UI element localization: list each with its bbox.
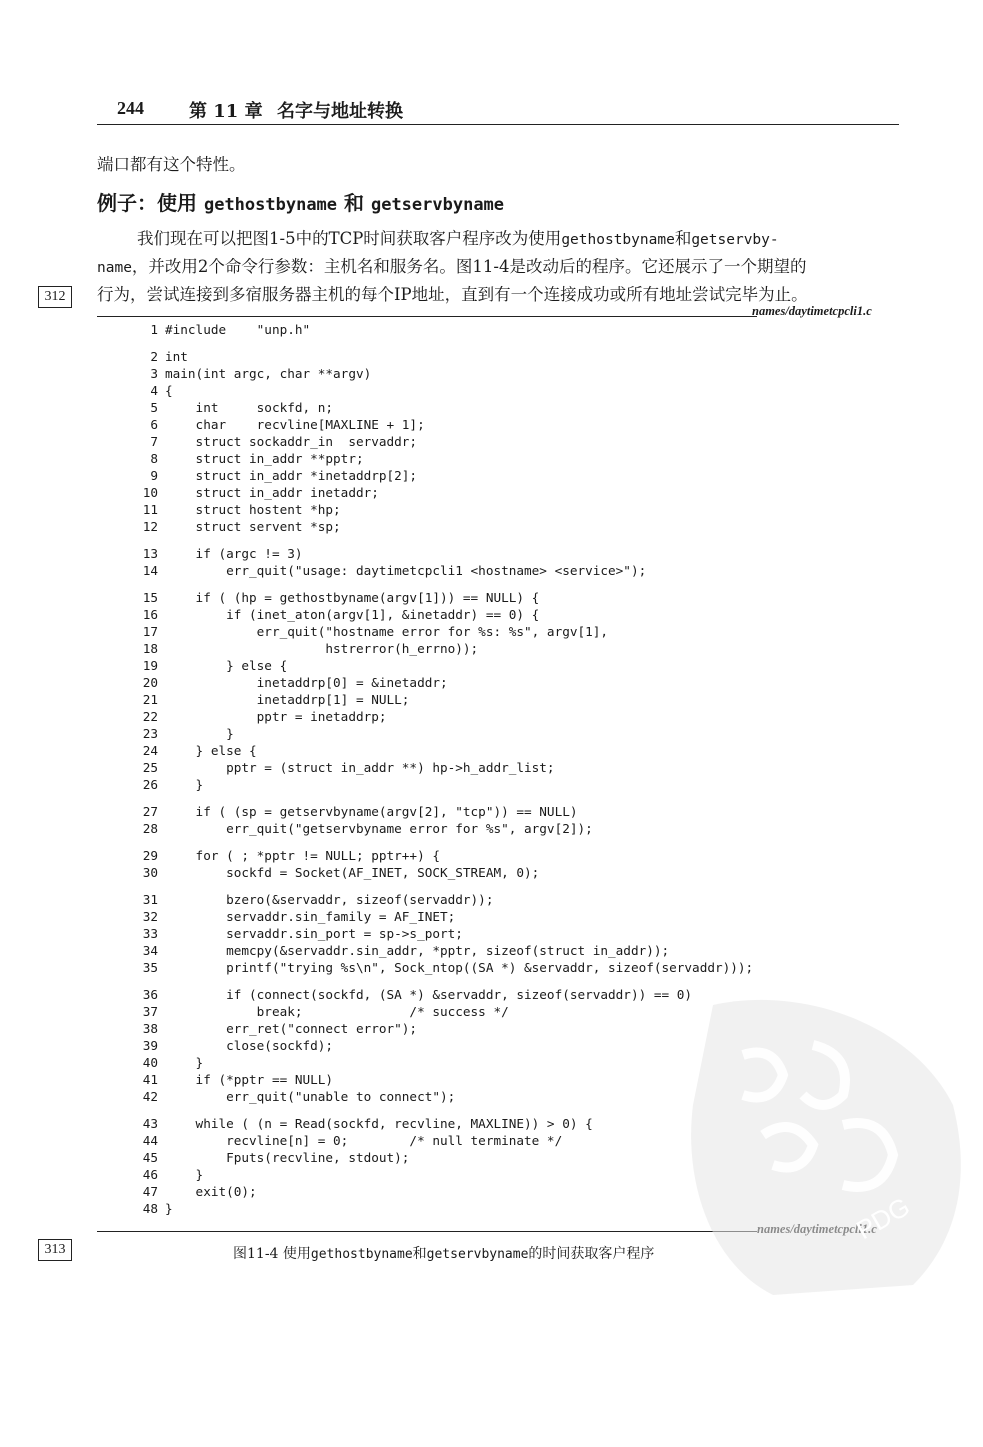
- code-text: hstrerror(h_errno));: [165, 641, 479, 656]
- paragraph-text: ，并改用2个命令行参数：主机名和服务名。图11-4是改动后的程序。它还展示了一个期望的: [131, 257, 807, 276]
- code-line: [132, 451, 364, 468]
- code-line: [132, 1116, 593, 1133]
- code-text: inetaddrp[0] = &inetaddr;: [165, 675, 448, 690]
- code-text: err_ret("connect error");: [165, 1021, 418, 1036]
- line-number: 47: [142, 1184, 158, 1199]
- code-line: [132, 349, 188, 366]
- code-text: struct servent *sp;: [165, 519, 341, 534]
- line-number: 43: [142, 1116, 158, 1131]
- line-number: 34: [142, 943, 158, 958]
- code-text: while ( (n = Read(sockfd, recvline, MAXLINE)) > 0) {: [165, 1116, 593, 1131]
- code-line: [132, 892, 493, 909]
- code-text: if ( (sp = getservbyname(argv[2], "tcp")) == NULL): [165, 804, 578, 819]
- line-number: 38: [142, 1021, 158, 1036]
- code-text: pptr = (struct in_addr **) hp->h_addr_list;: [165, 760, 555, 775]
- code-text: if ( (hp = gethostbyname(argv[1])) == NULL) {: [165, 590, 540, 605]
- code-line: [132, 400, 333, 417]
- code-text: servaddr.sin_family = AF_INET;: [165, 909, 456, 924]
- code-line: [132, 960, 753, 977]
- code-text: }: [165, 1167, 204, 1182]
- code-text: }: [165, 1201, 173, 1216]
- code-line: [132, 641, 478, 658]
- code-text: struct hostent *hp;: [165, 502, 341, 517]
- line-number: 26: [142, 777, 158, 792]
- code-line: [132, 726, 234, 743]
- line-number: 23: [142, 726, 158, 741]
- code-line: [132, 909, 455, 926]
- code-text: if (inet_aton(argv[1], &inetaddr) == 0) {: [165, 607, 540, 622]
- code-text: err_quit("usage: daytimetcpcli1 <hostname> <service>");: [165, 563, 647, 578]
- code-text: sockfd = Socket(AF_INET, SOCK_STREAM, 0);: [165, 865, 540, 880]
- code-text: servaddr.sin_port = sp->s_port;: [165, 926, 463, 941]
- line-number: 48: [142, 1201, 158, 1216]
- line-number: 28: [142, 821, 158, 836]
- code-text: }: [165, 1055, 204, 1070]
- intro-line: 端口都有这个特性。: [97, 155, 246, 174]
- code-line: [132, 434, 417, 451]
- code-line: [132, 1072, 333, 1089]
- caption-func2: getservbyname: [426, 1247, 529, 1262]
- code-text: main(int argc, char **argv): [165, 366, 372, 381]
- line-number: 2: [150, 349, 158, 364]
- chapter-title: 名字与地址转换: [277, 101, 403, 122]
- line-number: 39: [142, 1038, 158, 1053]
- code-line: [132, 865, 539, 882]
- line-number: 16: [142, 607, 158, 622]
- section-and: 和: [337, 191, 371, 215]
- code-text: }: [165, 726, 234, 741]
- code-text: inetaddrp[1] = NULL;: [165, 692, 410, 707]
- code-text: recvline[n] = 0; /* null terminate */: [165, 1133, 563, 1148]
- code-line: [132, 1021, 417, 1038]
- line-number: 13: [142, 546, 158, 561]
- caption-suffix: 的时间获取客户程序: [528, 1246, 655, 1262]
- line-number: 5: [150, 400, 158, 415]
- code-line: [132, 760, 555, 777]
- code-line: [132, 1004, 509, 1021]
- code-text: close(sockfd);: [165, 1038, 334, 1053]
- margin-ref-312: 312: [38, 286, 72, 308]
- code-text: int sockfd, n;: [165, 400, 334, 415]
- code-text: if (*pptr == NULL): [165, 1072, 334, 1087]
- line-number: 14: [142, 563, 158, 578]
- code-line: [132, 848, 440, 865]
- watermark-text: PDG: [851, 1191, 915, 1246]
- line-number: 29: [142, 848, 158, 863]
- line-number: 15: [142, 590, 158, 605]
- code-line: [132, 675, 448, 692]
- paragraph-func2-end: name: [97, 260, 132, 276]
- code-text: err_quit("hostname error for %s: %s", argv[1],: [165, 624, 609, 639]
- code-line: [132, 624, 608, 641]
- line-number: 40: [142, 1055, 158, 1070]
- code-text: } else {: [165, 743, 257, 758]
- code-text: char recvline[MAXLINE + 1];: [165, 417, 425, 432]
- code-line: [132, 1038, 333, 1055]
- code-text: for ( ; *pptr != NULL; pptr++) {: [165, 848, 440, 863]
- code-text: }: [165, 777, 204, 792]
- code-line: [132, 987, 692, 1004]
- code-text: pptr = inetaddrp;: [165, 709, 387, 724]
- code-text: exit(0);: [165, 1184, 257, 1199]
- line-number: 35: [142, 960, 158, 975]
- code-line: [132, 590, 539, 607]
- code-line: [132, 926, 463, 943]
- line-number: 19: [142, 658, 158, 673]
- line-number: 20: [142, 675, 158, 690]
- paragraph-text: 我们现在可以把图1-5中的TCP时间获取客户程序改为使用: [137, 229, 562, 248]
- code-text: err_quit("getservbyname error for %s", argv[2]);: [165, 821, 593, 836]
- caption-prefix: 图11-4 使用: [233, 1246, 311, 1262]
- line-number: 22: [142, 709, 158, 724]
- line-number: 1: [150, 322, 158, 337]
- line-number: 27: [142, 804, 158, 819]
- line-number: 6: [150, 417, 158, 432]
- code-line: [132, 417, 425, 434]
- code-text: if (argc != 3): [165, 546, 303, 561]
- caption-func1: gethostbyname: [310, 1247, 413, 1262]
- line-number: 42: [142, 1089, 158, 1104]
- section-title: [97, 187, 504, 216]
- code-line: [132, 1167, 203, 1184]
- code-line: [132, 658, 287, 675]
- paragraph-line-2: [97, 254, 907, 281]
- code-text: break; /* success */: [165, 1004, 509, 1019]
- line-number: 17: [142, 624, 158, 639]
- line-number: 36: [142, 987, 158, 1002]
- line-number: 21: [142, 692, 158, 707]
- code-text: err_quit("unable to connect");: [165, 1089, 456, 1104]
- line-number: 3: [150, 366, 158, 381]
- line-number: 9: [150, 468, 158, 483]
- code-text: {: [165, 383, 173, 398]
- line-number: 12: [142, 519, 158, 534]
- code-line: [132, 692, 409, 709]
- code-line: [132, 519, 341, 536]
- code-line: [132, 563, 646, 580]
- code-text: memcpy(&servaddr.sin_addr, *pptr, sizeof(struct in_addr));: [165, 943, 670, 958]
- code-line: [132, 322, 310, 339]
- line-number: 18: [142, 641, 158, 656]
- page-number: 244: [117, 98, 144, 118]
- section-func2: getservbyname: [370, 195, 505, 215]
- paragraph-line-3: 行为，尝试连接到多宿服务器主机的每个IP地址，直到有一个连接成功或所有地址尝试完毕为止。: [97, 285, 808, 304]
- code-text: } else {: [165, 658, 288, 673]
- line-number: 45: [142, 1150, 158, 1165]
- code-line: [132, 607, 539, 624]
- line-number: 41: [142, 1072, 158, 1087]
- caption-and: 和: [412, 1246, 427, 1262]
- paragraph-line-1: [137, 226, 907, 253]
- code-line: [132, 1055, 203, 1072]
- code-text: Fputs(recvline, stdout);: [165, 1150, 410, 1165]
- line-number: 4: [150, 383, 158, 398]
- code-text: struct in_addr inetaddr;: [165, 485, 379, 500]
- code-file-label-top: names/daytimetcpcli1.c: [752, 304, 872, 318]
- code-line: [132, 1089, 455, 1106]
- paragraph-and: 和: [674, 229, 692, 248]
- code-text: if (connect(sockfd, (SA *) &servaddr, sizeof(servaddr)) == 0): [165, 987, 693, 1002]
- code-line: [132, 743, 257, 760]
- line-number: 11: [142, 502, 158, 517]
- line-number: 46: [142, 1167, 158, 1182]
- code-line: [132, 468, 417, 485]
- code-line: [132, 804, 577, 821]
- code-text: printf("trying %s\n", Sock_ntop((SA *) &servaddr, sizeof(servaddr)));: [165, 960, 754, 975]
- watermark-seal: [653, 985, 983, 1305]
- code-line: [132, 502, 341, 519]
- line-number: 33: [142, 926, 158, 941]
- code-line: [132, 1150, 409, 1167]
- line-number: 30: [142, 865, 158, 880]
- section-func1: gethostbyname: [203, 195, 338, 215]
- code-line: [132, 383, 173, 400]
- code-line: [132, 943, 669, 960]
- section-title-prefix: 例子：使用: [97, 191, 204, 215]
- code-line: [132, 1184, 257, 1201]
- code-text: bzero(&servaddr, sizeof(servaddr));: [165, 892, 494, 907]
- line-number: 37: [142, 1004, 158, 1019]
- code-line: [132, 821, 593, 838]
- line-number: 7: [150, 434, 158, 449]
- code-text: struct in_addr **pptr;: [165, 451, 364, 466]
- line-number: 8: [150, 451, 158, 466]
- code-line: [132, 485, 379, 502]
- line-number: 31: [142, 892, 158, 907]
- code-top-rule: [97, 316, 757, 317]
- line-number: 24: [142, 743, 158, 758]
- paragraph-func1: gethostbyname: [561, 232, 675, 248]
- code-line: [132, 1201, 173, 1218]
- code-line: [132, 709, 387, 726]
- code-text: struct sockaddr_in servaddr;: [165, 434, 418, 449]
- paragraph-func2-part: getservby-: [691, 232, 779, 248]
- code-text: int: [165, 349, 188, 364]
- line-number: 10: [142, 485, 158, 500]
- code-text: struct in_addr *inetaddrp[2];: [165, 468, 418, 483]
- code-line: [132, 777, 203, 794]
- line-number: 32: [142, 909, 158, 924]
- line-number: 44: [142, 1133, 158, 1148]
- figure-caption: [233, 1243, 654, 1263]
- code-text: #include "unp.h": [165, 322, 311, 337]
- code-line: [132, 1133, 562, 1150]
- code-line: [132, 546, 303, 563]
- code-line: [132, 366, 371, 383]
- chapter-number: 第 11 章: [189, 101, 263, 122]
- line-number: 25: [142, 760, 158, 775]
- margin-ref-313: 313: [38, 1239, 72, 1261]
- running-header: [97, 96, 899, 125]
